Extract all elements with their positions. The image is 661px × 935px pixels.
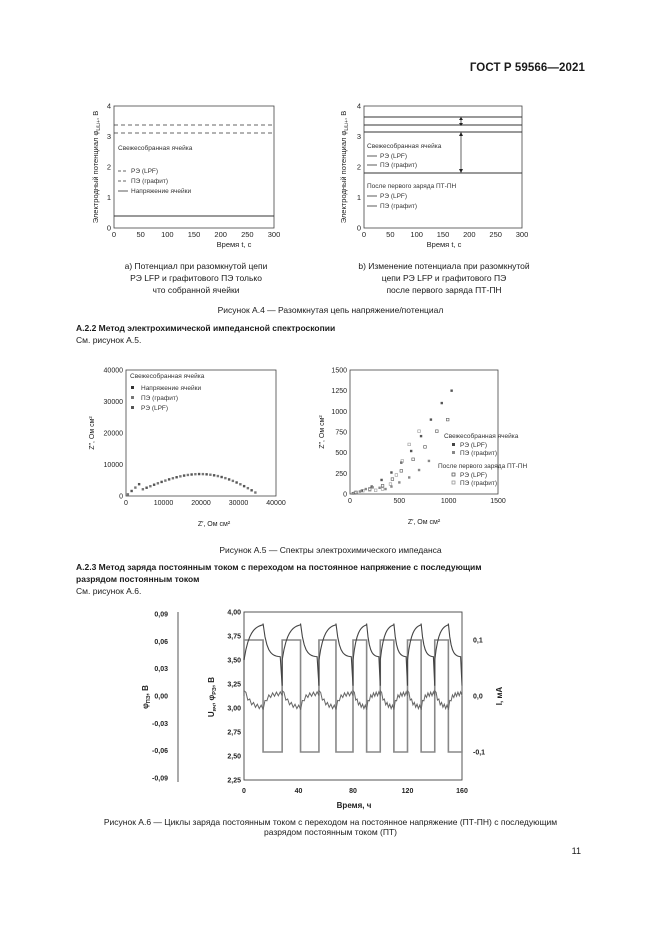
figure-a6-chart (140, 600, 520, 814)
data-point (395, 474, 398, 477)
data-point (224, 477, 226, 479)
y-tick-label: 1 (356, 193, 361, 202)
y-tick-label: 3 (106, 132, 111, 141)
x-tick-label: 20000 (191, 500, 211, 507)
data-point (428, 460, 430, 462)
figure-a5-right-chart (310, 362, 528, 532)
data-point (368, 489, 371, 492)
data-point (398, 481, 400, 483)
x-tick-label: 30000 (228, 500, 249, 507)
data-point (381, 488, 384, 491)
y-tick-label: 0 (106, 223, 111, 233)
legend-item: Напряжение ячейки (141, 385, 202, 392)
data-point (220, 476, 222, 478)
data-point (228, 478, 230, 480)
figure-a5-title: Рисунок А.5 — Спектры электрохимического импеданса (219, 545, 442, 555)
data-point (134, 486, 136, 488)
x-tick-label: 10000 (153, 500, 174, 507)
x-tick-label: 300 (267, 230, 281, 239)
x-tick-label: 50 (136, 230, 145, 239)
y-tick-label: 250 (335, 470, 347, 478)
x-tick-label: 0 (111, 230, 117, 239)
section-ref-a22: См. рисунок А.5. (76, 335, 142, 345)
data-point (179, 475, 181, 477)
data-point (247, 487, 249, 489)
x-tick-label: 200 (214, 230, 227, 239)
data-point (390, 471, 392, 473)
y-axis-label: Электродный потенциал $\varphi_{LiLi+}$, В (339, 110, 350, 224)
data-point (172, 477, 174, 479)
y-tick-label: 3,50 (227, 657, 241, 665)
data-point (153, 484, 155, 486)
page-number: 11 (571, 846, 581, 856)
data-point (235, 481, 237, 483)
legend-item: Напряжение ячейки (131, 188, 192, 195)
data-point (378, 487, 380, 489)
y-tick-label: -0,09 (152, 775, 168, 783)
legend-title: После первого заряда ПТ-ПН (367, 183, 457, 190)
y-tick-label: 2,25 (227, 777, 241, 785)
data-point (145, 487, 147, 489)
x-tick-label: 300 (515, 230, 529, 239)
data-point (168, 478, 170, 480)
y-axis-label: Z″, Ом см² (319, 415, 326, 449)
y-tick-label: 20000 (103, 430, 123, 438)
figure-a4a-caption: a) Потенциал при разомкнутой цепи РЭ LFP и графитового ПЭ только что собранной ячейки (124, 261, 268, 295)
x-tick-label: 50 (386, 230, 395, 239)
legend-item: РЭ (LPF) (380, 153, 408, 160)
data-point (198, 473, 200, 475)
legend-title: Свежесобранная ячейка (130, 373, 205, 380)
y-tick-label: 4 (356, 101, 361, 111)
data-point (418, 430, 421, 433)
data-point (232, 480, 234, 482)
x-axis-label: Z′, Ом см² (197, 521, 231, 528)
y-tick-label: 1000 (331, 408, 347, 416)
data-point (389, 483, 392, 486)
y-tick-label: 500 (335, 450, 347, 458)
y-tick-label: 0 (119, 493, 123, 501)
legend-item: РЭ (LPF) (460, 472, 488, 479)
legend-item: ПЭ (графит) (380, 162, 418, 169)
data-point (160, 481, 162, 483)
x-axis-label: Z′, Ом см² (407, 519, 441, 526)
data-point (420, 435, 422, 437)
x-tick-label: 500 (393, 498, 406, 505)
y-tick-label: 0,03 (154, 666, 168, 674)
y-tick-label: 40000 (103, 367, 123, 375)
x-axis-label: Время t, с (216, 240, 252, 249)
data-point (391, 478, 394, 481)
x-tick-label: 0 (242, 788, 246, 795)
data-point (213, 474, 215, 476)
y-tick-label: 2 (106, 162, 111, 172)
y-tick-label: 3,25 (227, 681, 241, 689)
figure-a4b-caption: b) Изменение потенциала при разомкнутой цепи РЭ LFP и графитового ПЭ после первого заряда ПТ-ПН (358, 261, 530, 295)
data-point (190, 473, 192, 475)
legend-item: РЭ (LPF) (380, 193, 408, 200)
section-heading-a23: А.2.3 Метод заряда постоянным током с переходом на постоянное напряжение с последующим разрядом постоянным током (76, 562, 482, 584)
x-tick-label: 100 (410, 230, 423, 239)
data-point (359, 490, 361, 492)
data-point (408, 476, 410, 478)
data-point (408, 443, 411, 446)
data-point (412, 458, 415, 461)
data-point (430, 418, 432, 420)
x-tick-label: 40 (294, 788, 303, 795)
y-tick-label: -0,1 (473, 749, 486, 757)
data-point (446, 418, 449, 421)
y-tick-label: -0,06 (152, 748, 168, 756)
y-tick-label: 0,1 (473, 637, 483, 645)
y-tick-label: 0 (343, 491, 347, 499)
data-point (424, 446, 427, 449)
x-tick-label: 80 (349, 788, 357, 795)
x-tick-label: 40000 (266, 500, 286, 507)
x-tick-label: 0 (124, 500, 128, 507)
y-tick-label: 2 (356, 162, 361, 172)
data-point (130, 490, 132, 492)
data-point (217, 475, 219, 477)
data-point (187, 474, 189, 476)
legend-item: ПЭ (графит) (380, 203, 418, 210)
y-tick-label: 0,0 (473, 693, 483, 701)
y-right-axis-label: I, мА (495, 686, 504, 706)
y-tick-label: 0 (356, 223, 361, 233)
legend-title: Свежесобранная ячейка (444, 433, 519, 440)
x-axis-label: Время t, с (426, 240, 462, 249)
data-point (384, 488, 386, 490)
x-tick-label: 150 (187, 230, 201, 239)
data-point (368, 488, 371, 491)
y-tick-label: 3 (356, 132, 361, 141)
data-point (374, 489, 377, 492)
y-tick-label: 1 (106, 193, 111, 202)
y-middle-axis-label: $U_{яч}$, $\varphi_{РЭ}$, В (207, 676, 218, 718)
data-point (194, 473, 196, 475)
y-axis-label: Электродный потенциал $\varphi_{LiLi+}$, В (91, 110, 102, 224)
data-point (254, 491, 256, 493)
x-tick-label: 250 (489, 230, 502, 239)
data-point (418, 469, 420, 471)
x-tick-label: 200 (463, 230, 476, 239)
data-point (138, 483, 140, 485)
data-point (400, 461, 402, 463)
data-point (209, 474, 211, 476)
data-point (183, 474, 185, 476)
data-point (365, 488, 367, 490)
y-tick-label: 30000 (103, 399, 123, 406)
y-tick-label: 0,00 (154, 693, 168, 701)
y-tick-label: 4 (106, 101, 111, 111)
x-tick-label: 150 (436, 230, 450, 239)
section-ref-a23: См. рисунок А.6. (76, 586, 142, 596)
y-tick-label: 0,06 (154, 638, 168, 646)
legend-item: ПЭ (графит) (460, 450, 498, 457)
data-point (371, 486, 373, 488)
data-point (390, 485, 392, 487)
legend-title: Свежесобранная ячейка (367, 143, 442, 150)
y-tick-label: 10000 (103, 462, 123, 469)
data-point (450, 389, 452, 391)
legend-title: Свежесобранная ячейка (118, 145, 193, 152)
data-point (175, 476, 177, 478)
data-point (205, 473, 207, 475)
y-tick-label: 3,00 (227, 705, 241, 713)
figure-a4-title: Рисунок А.4 — Разомкнутая цепь напряжение/потенциал (217, 305, 444, 315)
data-point (202, 473, 204, 475)
section-heading-a22: А.2.2 Метод электрохимической импедансной спектроскопии (76, 323, 336, 333)
x-axis-label: Время, ч (336, 801, 372, 810)
data-point (441, 402, 443, 404)
legend-item: ПЭ (графит) (131, 178, 169, 185)
figure-a4b-chart (336, 96, 536, 256)
data-point (243, 485, 245, 487)
data-point (250, 489, 252, 491)
data-point (436, 430, 439, 433)
x-tick-label: 0 (348, 498, 352, 505)
y-left-axis-label: $\varphi_{ПЭ}$, В (141, 685, 152, 709)
y-tick-label: 1500 (331, 367, 347, 375)
legend-item: РЭ (LPF) (141, 405, 169, 412)
data-point (157, 482, 159, 484)
x-tick-label: 160 (456, 788, 468, 795)
data-point (380, 479, 382, 481)
data-point (127, 493, 129, 495)
x-tick-label: 1500 (490, 498, 506, 505)
data-point (410, 450, 412, 452)
y-tick-label: -0,03 (152, 720, 168, 728)
x-tick-label: 100 (161, 230, 174, 239)
data-point (381, 484, 384, 487)
legend-item: РЭ (LPF) (131, 168, 159, 175)
x-tick-label: 1000 (440, 498, 457, 505)
data-point (355, 491, 358, 494)
y-axis-label: Z″, Ом см² (89, 416, 96, 450)
data-point (239, 483, 241, 485)
legend-title: После первого заряда ПТ-ПН (438, 463, 528, 470)
x-tick-label: 120 (401, 788, 414, 795)
y-tick-label: 0,09 (154, 611, 168, 619)
y-tick-label: 4,00 (227, 609, 241, 617)
legend-item: РЭ (LPF) (460, 442, 488, 449)
document-standard-number: ГОСТ Р 59566—2021 (469, 62, 585, 74)
y-tick-label: 2,50 (227, 753, 241, 761)
figure-a4a-chart (88, 96, 288, 256)
y-tick-label: 1250 (331, 388, 347, 396)
data-point (400, 470, 403, 473)
y-tick-label: 2,75 (227, 729, 241, 737)
data-point (142, 488, 144, 490)
legend-item: ПЭ (графит) (141, 395, 179, 402)
figure-a6-title: Рисунок А.6 — Циклы заряда постоянным током с переходом на постоянное напряжение (ПТ-ПН) с последующим разрядом постоянным током (ПТ) (103, 817, 558, 837)
figure-a5-left-chart (84, 362, 284, 532)
data-point (149, 485, 151, 487)
x-tick-label: 0 (361, 230, 367, 239)
x-tick-label: 250 (241, 230, 254, 239)
legend-item: ПЭ (графит) (460, 480, 498, 487)
y-tick-label: 750 (335, 429, 347, 437)
y-tick-label: 3,75 (227, 633, 241, 641)
data-point (164, 479, 166, 481)
